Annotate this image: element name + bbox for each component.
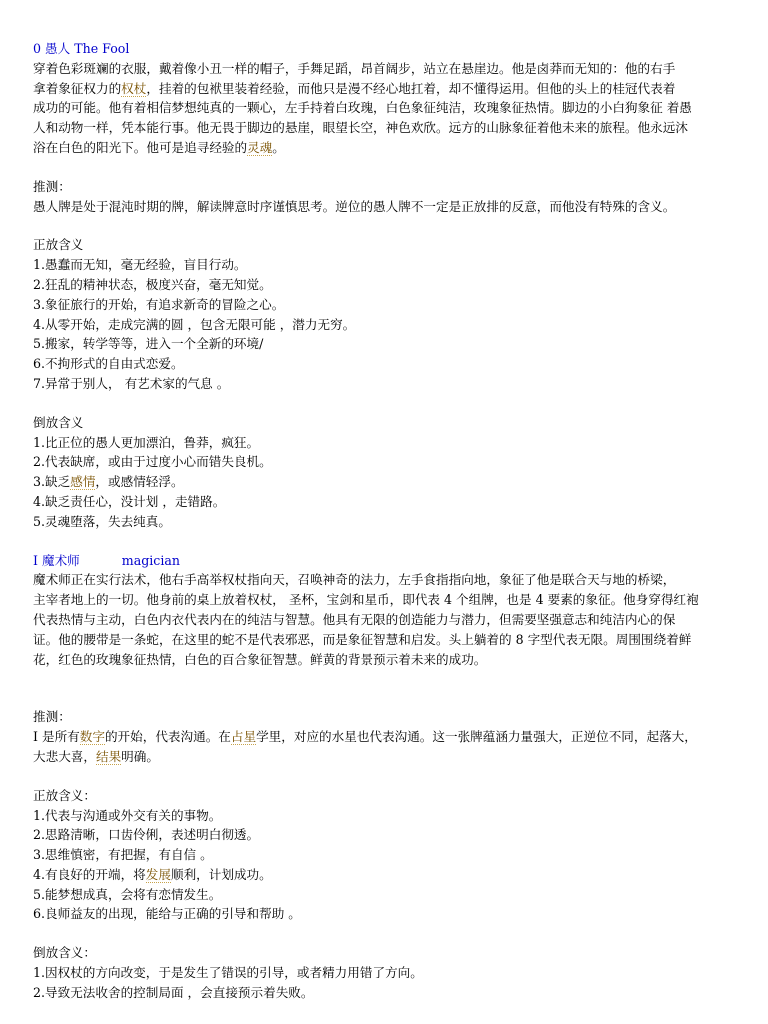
keyword-link[interactable]: 感情 [70, 474, 96, 490]
list-item: 1.因权杖的方向改变，于是发生了错误的引导，或者精力用错了方向。 [33, 965, 423, 981]
magician-desc-line: 主宰者地上的一切。他身前的桌上放着权杖， 圣杯，宝剑和星币，即代表 4 个组牌，也是 4 要素的象征。他身穿得红袍 [33, 592, 699, 608]
section-fool [33, 39, 743, 532]
inference-text: 愚人牌是处于混沌时期的牌，解读牌意时序谨慎思考。逆位的愚人牌不一定是正放排的反意，而他没有特殊的含义。 [33, 198, 676, 214]
list-item: 5.灵魂堕落，失去纯真。 [33, 513, 171, 529]
list-item: 6.良师益友的出现，能给与正确的引导和帮助 。 [33, 906, 301, 922]
fool-desc-line: 穿着色彩斑斓的衣服，戴着像小丑一样的帽子，手舞足蹈，昂首阔步，站立在悬崖边。他是卤莽而无知的：他的右手 [33, 60, 676, 76]
fool-desc-line: 拿着象征权力的权杖，挂着的包袱里装着经验，而他只是漫不经心地扛着，却不懂得运用。但他的头上的桂冠代表着 [33, 80, 676, 96]
keyword-link[interactable]: 数字 [79, 729, 105, 745]
magician-desc-line: 证。他的腰带是一条蛇，在这里的蛇不是代表邪恶，而是象征智慧和启发。头上躺着的 8 字型代表无限。周围围绕着鲜 [33, 631, 692, 647]
list-item: 2.狂乱的精神状态，极度兴奋，毫无知觉。 [33, 276, 272, 292]
inference-text: 大悲大喜，结果明确。 [33, 748, 159, 764]
list-item: 3.象征旅行的开始，有追求新奇的冒险之心。 [33, 296, 285, 312]
list-item: 6.不拘形式的自由式恋爱。 [33, 356, 184, 372]
keyword-link[interactable]: 占星 [230, 729, 257, 745]
document-page [33, 39, 743, 1003]
list-item: 3.思维慎密，有把握，有自信 。 [33, 847, 213, 863]
list-item: 1.比正位的愚人更加漂泊，鲁莽，疯狂。 [33, 434, 260, 450]
list-item: 2.思路清晰，口齿伶俐，表述明白彻透。 [33, 827, 260, 843]
keyword-link[interactable]: 结果 [95, 748, 122, 764]
inference-label: 推测： [33, 178, 71, 194]
list-item: 1.代表与沟通或外交有关的事物。 [33, 807, 222, 823]
list-item: 2.导致无法收舍的控制局面 ，会直接预示着失败。 [33, 984, 314, 1000]
magician-desc-line: 花，红色的玫瑰象征热情，白色的百合象征智慧。鲜黄的背景预示着未来的成功。 [33, 651, 487, 667]
fool-desc-line: 人和动物一样，凭本能行事。他无畏于脚边的悬崖，眼望长空，神色欢欣。远方的山脉象征着他未来的旅程。他永远沐 [33, 120, 688, 136]
list-item: 1.愚蠢而无知，毫无经验，盲目行动。 [33, 257, 247, 273]
magician-desc-line: 魔术师正在实行法术，他右手高举权杖指向天，召唤神奇的法力，左手食指指向地，象征了他是联合天与地的桥梁， [33, 572, 676, 588]
keyword-link[interactable]: 权杖 [121, 80, 147, 96]
list-item: 4.有良好的开端，将发展顺利，计划成功。 [33, 866, 272, 882]
list-item: 5.搬家，转学等等，进入一个全新的环境/ [33, 336, 264, 352]
upright-label: 正放含义： [33, 787, 96, 803]
upright-label: 正放含义 [33, 237, 84, 253]
list-item: 4.缺乏责任心，没计划 ，走错路。 [33, 493, 226, 509]
list-item: 3.缺乏感情，或感情轻浮。 [33, 474, 184, 490]
list-item: 5.能梦想成真，会将有恋情发生。 [33, 886, 222, 902]
section-title-magician: I 魔术师 magician [33, 552, 181, 568]
section-magician [33, 551, 743, 1003]
magician-desc-line: 代表热情与主动，白色内衣代表内在的纯洁与智慧。他具有无限的创造能力与潜力，但需要坚强意志和纯洁内心的保 [33, 611, 676, 627]
list-item: 7.异常于别人， 有艺术家的气息 。 [33, 375, 230, 391]
reversed-label: 倒放含义： [33, 945, 96, 961]
inference-label: 推测： [33, 709, 71, 725]
list-item: 2.代表缺席，或由于过度小心而错失良机。 [33, 454, 272, 470]
keyword-link[interactable]: 发展 [145, 866, 171, 882]
fool-desc-line: 成功的可能。他有着相信梦想纯真的一颗心，左手持着白玫瑰，白色象征纯洁，玫瑰象征热情。脚边的小白狗象征 着愚 [33, 100, 692, 116]
fool-desc-line: 浴在白色的阳光下。他可是追寻经验的灵魂。 [33, 139, 285, 155]
list-item: 4.从零开始，走成完满的圆 ，包含无限可能 ，潜力无穷。 [33, 316, 356, 332]
keyword-link[interactable]: 灵魂 [247, 139, 273, 155]
reversed-label: 倒放含义 [33, 414, 84, 430]
section-title-fool: 0 愚人 The Fool [33, 41, 130, 56]
inference-text: I 是所有数字的开始，代表沟通。在占星学里，对应的水星也代表沟通。这一张牌蕴涵力量强大，正逆位不同，起落大， [33, 729, 697, 745]
